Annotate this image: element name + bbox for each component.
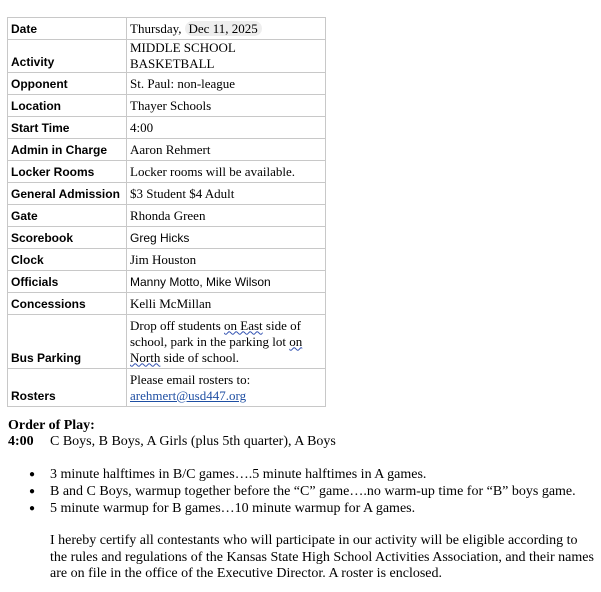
bus-parking-value <box>127 315 326 369</box>
activity-value: MIDDLE SCHOOL BASKETBALL <box>127 40 326 73</box>
order-of-play-games: C Boys, B Boys, A Girls (plus 5th quarter), A Boys <box>50 434 336 449</box>
table-row <box>8 139 326 161</box>
table-row <box>8 369 326 407</box>
order-of-play-line <box>8 434 336 450</box>
table-row <box>8 117 326 139</box>
bus-parking-east: on East <box>224 317 263 333</box>
date-chip[interactable]: Dec 11, 2025 <box>185 21 262 36</box>
game-notes-list <box>32 466 576 517</box>
rosters-instruction: Please email rosters to: <box>130 371 251 387</box>
date-value <box>127 18 326 40</box>
table-row <box>8 293 326 315</box>
clock-label: Clock <box>8 249 127 271</box>
game-info-table <box>7 17 326 407</box>
location-label: Location <box>8 95 127 117</box>
bus-parking-label: Bus Parking <box>8 315 127 369</box>
scorebook-label: Scorebook <box>8 227 127 249</box>
rosters-label: Rosters <box>8 369 127 407</box>
table-row <box>8 73 326 95</box>
bus-parking-text-1: Drop off students <box>130 317 225 333</box>
locker-rooms-value: Locker rooms will be available. <box>127 161 326 183</box>
table-row <box>8 95 326 117</box>
officials-label: Officials <box>8 271 127 293</box>
locker-rooms-label: Locker Rooms <box>8 161 127 183</box>
date-day: Thursday, <box>130 20 182 36</box>
table-row <box>8 183 326 205</box>
bus-parking-text-2: side of school, park in the parking lot <box>130 317 301 349</box>
concessions-label: Concessions <box>8 293 127 315</box>
list-item: ● 3 minute halftimes in B/C games….5 minute halftimes in A games. <box>32 466 576 483</box>
admin-value: Aaron Rehmert <box>127 139 326 161</box>
activity-label: Activity <box>8 40 127 73</box>
gate-label: Gate <box>8 205 127 227</box>
order-of-play-time: 4:00 <box>8 434 34 449</box>
rosters-value <box>127 369 326 407</box>
table-row <box>8 40 326 73</box>
list-item: ● 5 minute warmup for B games…10 minute warmup for A games. <box>32 500 576 517</box>
officials-value: Manny Motto, Mike Wilson <box>127 271 326 293</box>
opponent-label: Opponent <box>8 73 127 95</box>
concessions-value: Kelli McMillan <box>127 293 326 315</box>
start-time-value: 4:00 <box>127 117 326 139</box>
location-value: Thayer Schools <box>127 95 326 117</box>
scorebook-value: Greg Hicks <box>127 227 326 249</box>
general-admission-label: General Admission <box>8 183 127 205</box>
table-row <box>8 18 326 40</box>
clock-value: Jim Houston <box>127 249 326 271</box>
start-time-label: Start Time <box>8 117 127 139</box>
order-of-play-heading: Order of Play: <box>8 418 95 433</box>
table-row <box>8 249 326 271</box>
table-row <box>8 227 326 249</box>
admin-label: Admin in Charge <box>8 139 127 161</box>
date-label: Date <box>8 18 127 40</box>
certification-paragraph: I hereby certify all contestants who will participate in our activity will be eligible according to the rules and regulations of the Kansas State High School Activities Association, and their names are on file in the office of the Executive Director. A roster is enclosed. <box>50 533 594 581</box>
bus-parking-text-3: side of school. <box>160 349 240 365</box>
table-row <box>8 205 326 227</box>
rosters-email-link[interactable]: arehmert@usd447.org <box>130 387 247 403</box>
gate-value: Rhonda Green <box>127 205 326 227</box>
table-row <box>8 315 326 369</box>
table-row <box>8 271 326 293</box>
opponent-value: St. Paul: non-league <box>127 73 326 95</box>
general-admission-value: $3 Student $4 Adult <box>127 183 326 205</box>
table-row <box>8 161 326 183</box>
list-item: ● B and C Boys, warmup together before the “C” game….no warm-up time for “B” boys game. <box>32 483 576 500</box>
bus-parking-north: on North <box>130 333 303 365</box>
